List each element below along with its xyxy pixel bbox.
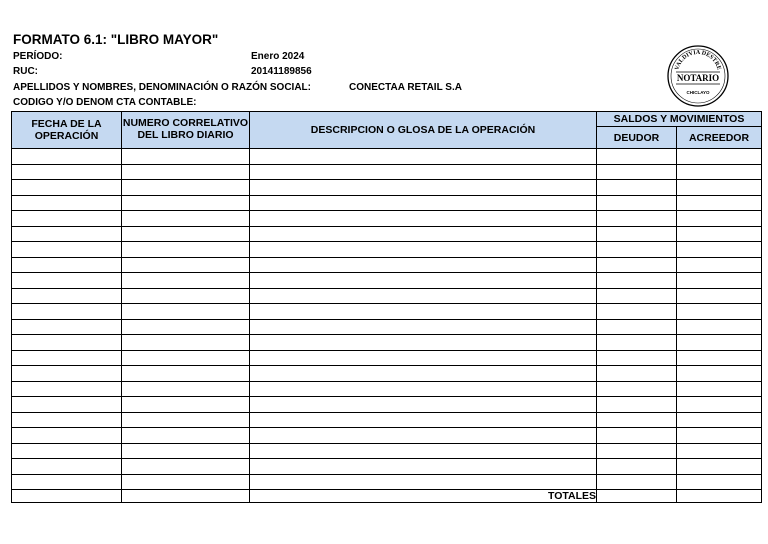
table-row [12,366,762,382]
cell-descripcion[interactable] [250,319,597,335]
cell-fecha[interactable] [12,195,122,211]
table-row [12,381,762,397]
table-row [12,319,762,335]
cell-deudor[interactable] [597,381,677,397]
cell-deudor[interactable] [597,288,677,304]
cell-deudor[interactable] [597,412,677,428]
cell-deudor[interactable] [597,257,677,273]
col-header-acreedor: ACREEDOR [677,127,762,149]
col-header-fecha: FECHA DE LA OPERACIÓN [12,112,122,149]
ruc-value: 20141189856 [251,66,312,77]
cell-numero[interactable] [122,273,250,289]
cell-numero[interactable] [122,397,250,413]
col-header-numero [122,112,250,149]
cell-fecha[interactable] [12,474,122,490]
cell-deudor[interactable] [597,350,677,366]
table-row [12,180,762,196]
cell-numero[interactable] [122,226,250,242]
cell-descripcion[interactable] [250,164,597,180]
cell-deudor[interactable] [597,226,677,242]
cell-numero[interactable] [122,443,250,459]
cell-fecha[interactable] [12,211,122,227]
table-row [12,459,762,475]
cell-fecha[interactable] [12,381,122,397]
cell-numero[interactable] [122,257,250,273]
cell-fecha[interactable] [12,366,122,382]
cell-acreedor[interactable] [677,180,762,196]
table-row [12,443,762,459]
table-row [12,273,762,289]
cell-descripcion[interactable] [250,474,597,490]
table-row [12,257,762,273]
cell-deudor[interactable] [597,149,677,165]
cell-acreedor[interactable] [677,350,762,366]
cell-acreedor[interactable] [677,288,762,304]
table-row [12,428,762,444]
cell-numero[interactable] [122,180,250,196]
cell-fecha[interactable] [12,180,122,196]
cell-descripcion[interactable] [250,443,597,459]
cell-descripcion[interactable] [250,226,597,242]
cell-fecha[interactable] [12,273,122,289]
cell-acreedor[interactable] [677,443,762,459]
cell-deudor[interactable] [597,443,677,459]
cell-acreedor[interactable] [677,242,762,258]
cell-deudor[interactable] [597,397,677,413]
totals-deudor[interactable] [597,490,677,503]
cell-descripcion[interactable] [250,195,597,211]
cell-fecha[interactable] [12,164,122,180]
table-row [12,242,762,258]
cell-numero[interactable] [122,319,250,335]
table-row [12,412,762,428]
cell-deudor[interactable] [597,195,677,211]
table-row [12,397,762,413]
cell-fecha[interactable] [12,459,122,475]
cell-numero[interactable] [122,164,250,180]
cell-deudor[interactable] [597,366,677,382]
cuenta-contable-label: CODIGO Y/O DENOM CTA CONTABLE: [13,97,197,108]
cell-numero[interactable] [122,211,250,227]
cell-numero[interactable] [122,366,250,382]
cell-numero[interactable] [122,288,250,304]
cell-numero[interactable] [122,474,250,490]
cell-acreedor[interactable] [677,226,762,242]
stamp-arc-text: VALDIVIA DESTRE [674,49,722,71]
cell-fecha[interactable] [12,350,122,366]
cell-deudor[interactable] [597,211,677,227]
cell-fecha[interactable] [12,304,122,320]
col-header-descripcion: DESCRIPCION O GLOSA DE LA OPERACIÓN [250,112,597,149]
table-row [12,288,762,304]
cell-fecha[interactable] [12,288,122,304]
cell-deudor[interactable] [597,319,677,335]
periodo-label: PERÍODO: [13,51,63,62]
cell-numero[interactable] [122,459,250,475]
cell-deudor[interactable] [597,273,677,289]
cell-numero[interactable] [122,195,250,211]
cell-acreedor[interactable] [677,428,762,444]
cell-acreedor[interactable] [677,459,762,475]
ledger-body [12,149,762,490]
cell-deudor[interactable] [597,304,677,320]
cell-numero[interactable] [122,428,250,444]
cell-deudor[interactable] [597,474,677,490]
cell-acreedor[interactable] [677,397,762,413]
cell-fecha[interactable] [12,319,122,335]
table-row [12,195,762,211]
cell-acreedor[interactable] [677,304,762,320]
cell-descripcion[interactable] [250,381,597,397]
cell-acreedor[interactable] [677,164,762,180]
table-row [12,226,762,242]
cell-fecha[interactable] [12,226,122,242]
table-row [12,304,762,320]
cell-descripcion[interactable] [250,428,597,444]
razon-social-value: CONECTAA RETAIL S.A [349,82,462,93]
periodo-value: Enero 2024 [251,51,305,62]
totals-acreedor[interactable] [677,490,762,503]
cell-descripcion[interactable] [250,366,597,382]
col-header-saldos-movimientos: SALDOS Y MOVIMIENTOS [597,112,762,127]
stamp-city-text: CHICLAYO [686,90,710,95]
cell-acreedor[interactable] [677,211,762,227]
cell-numero[interactable] [122,242,250,258]
cell-fecha[interactable] [12,242,122,258]
razon-social-label: APELLIDOS Y NOMBRES, DENOMINACIÓN O RAZÓN SOCIAL: [13,82,311,93]
cell-deudor[interactable] [597,335,677,351]
cell-fecha[interactable] [12,149,122,165]
cell-deudor[interactable] [597,164,677,180]
ruc-label: RUC: [13,66,38,77]
cell-descripcion[interactable] [250,350,597,366]
report-title: FORMATO 6.1: "LIBRO MAYOR" [13,32,219,47]
cell-descripcion[interactable] [250,273,597,289]
totals-blank-fecha [12,490,122,503]
cell-numero[interactable] [122,335,250,351]
cell-acreedor[interactable] [677,474,762,490]
cell-deudor[interactable] [597,428,677,444]
notary-stamp [666,44,730,108]
cell-fecha[interactable] [12,443,122,459]
libro-mayor-table [11,111,762,503]
cell-descripcion[interactable] [250,335,597,351]
cell-descripcion[interactable] [250,304,597,320]
cell-fecha[interactable] [12,397,122,413]
cell-descripcion[interactable] [250,180,597,196]
cell-numero[interactable] [122,412,250,428]
table-row [12,164,762,180]
cell-numero[interactable] [122,304,250,320]
cell-numero[interactable] [122,149,250,165]
table-row [12,211,762,227]
cell-fecha[interactable] [12,412,122,428]
cell-descripcion[interactable] [250,149,597,165]
cell-numero[interactable] [122,350,250,366]
cell-fecha[interactable] [12,428,122,444]
cell-deudor[interactable] [597,180,677,196]
cell-acreedor[interactable] [677,335,762,351]
cell-acreedor[interactable] [677,195,762,211]
svg-text:VALDIVIA DESTRE [674,50,721,71]
table-row [12,149,762,165]
cell-descripcion[interactable] [250,397,597,413]
cell-descripcion[interactable] [250,211,597,227]
cell-fecha[interactable] [12,335,122,351]
cell-acreedor[interactable] [677,366,762,382]
col-header-numero-text: NUMERO CORRELATIVO DEL LIBRO DIARIO [122,116,249,141]
cell-acreedor[interactable] [677,412,762,428]
cell-acreedor[interactable] [677,273,762,289]
totals-blank-numero [122,490,250,503]
cell-descripcion[interactable] [250,459,597,475]
cell-acreedor[interactable] [677,257,762,273]
stamp-main-text: NOTARIO [676,73,720,83]
table-row [12,335,762,351]
cell-descripcion[interactable] [250,288,597,304]
cell-descripcion[interactable] [250,242,597,258]
cell-deudor[interactable] [597,459,677,475]
cell-acreedor[interactable] [677,149,762,165]
cell-fecha[interactable] [12,257,122,273]
cell-acreedor[interactable] [677,319,762,335]
table-row [12,350,762,366]
cell-numero[interactable] [122,381,250,397]
totals-label: TOTALES [250,490,597,503]
cell-acreedor[interactable] [677,381,762,397]
totals-row [12,490,762,503]
cell-descripcion[interactable] [250,412,597,428]
cell-descripcion[interactable] [250,257,597,273]
cell-deudor[interactable] [597,242,677,258]
table-row [12,474,762,490]
col-header-deudor: DEUDOR [597,127,677,149]
